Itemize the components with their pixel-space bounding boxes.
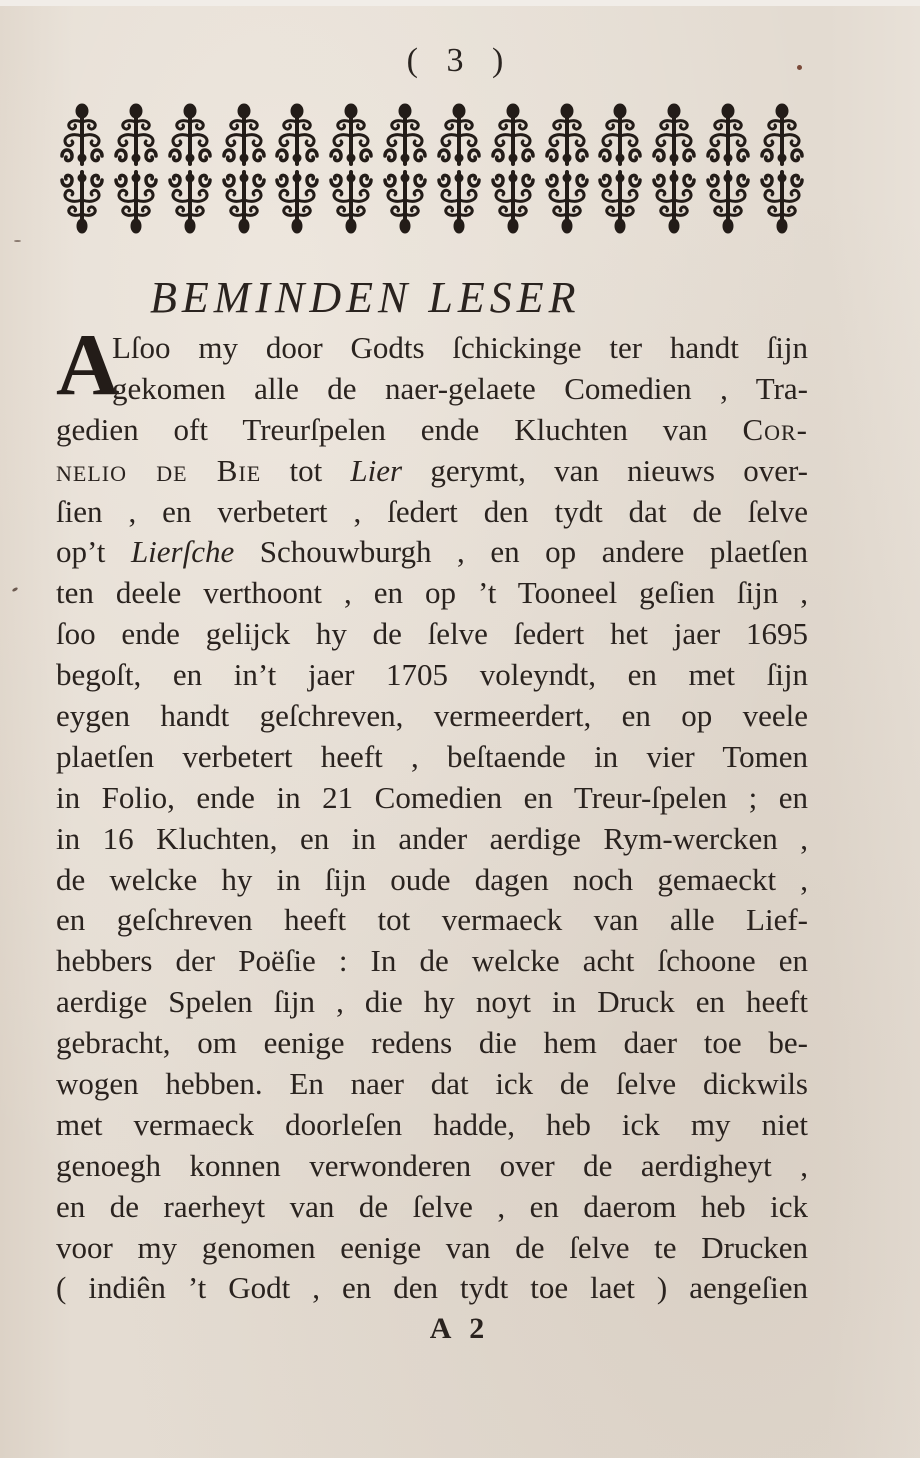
text-line [56, 860, 808, 901]
text-line [56, 614, 808, 655]
text-line [56, 1105, 808, 1146]
text-line [56, 982, 808, 1023]
text-line [56, 369, 808, 410]
text-run: gekomen alle de naer-gelaete Comedien , Tra- [112, 370, 808, 406]
text-line [56, 1268, 808, 1309]
drop-cap: A [56, 317, 120, 414]
fleuron-icon [650, 102, 698, 234]
text-run: hebbers der Poëſie : In de welcke acht ſchoone en [56, 943, 808, 979]
text-run: gerymt, van nieuws over- [402, 452, 808, 488]
text-line [56, 573, 808, 614]
text-run: ten deele verthoont , en op ’t Tooneel geſien ſijn , [56, 575, 808, 611]
text-line [56, 696, 808, 737]
text-line [56, 941, 808, 982]
text-run: ſoo ende gelijck hy de ſelve ſedert het jaer 1695 [56, 616, 808, 652]
text-line [56, 492, 808, 533]
text-run: op’t [56, 534, 131, 570]
fleuron-icon [596, 102, 644, 234]
ink-speck [12, 587, 19, 593]
signature-mark: A 2 [429, 1312, 491, 1345]
ornament-band [58, 102, 806, 234]
text-run: ( indiên ’t Godt , en den tydt toe laet ) aengeſien [56, 1270, 808, 1306]
text-run: in Folio, ende in 21 Comedien en Treur-ſpelen ; en [56, 779, 808, 815]
ink-speck [14, 240, 21, 242]
text-line [56, 737, 808, 778]
text-line [56, 1187, 808, 1228]
fleuron-icon [381, 102, 429, 234]
fleuron-icon [166, 102, 214, 234]
page-top-edge [0, 0, 920, 6]
text-run: en geſchreven heeft tot vermaeck van alle Lief- [56, 902, 808, 938]
text-line [56, 655, 808, 696]
page-heading: BEMINDEN LESER [150, 273, 581, 322]
ink-speck [797, 65, 802, 70]
text-run: aerdige Spelen ſijn , die hy noyt in Druck en heeft [56, 984, 808, 1020]
text-line [56, 1064, 808, 1105]
text-line [56, 1146, 808, 1187]
body-text [56, 317, 808, 1309]
fleuron-icon [58, 102, 106, 234]
text-run: met vermaeck doorleſen hadde, heb ick my niet [56, 1106, 808, 1142]
text-line [56, 451, 808, 492]
text-run: tot [261, 452, 351, 488]
text-run: de welcke hy in ſijn oude dagen noch gemaeckt , [56, 861, 808, 897]
text-run: voor my genomen eenige van de ſelve te Drucken [56, 1229, 808, 1265]
text-run: Lier [350, 452, 403, 488]
text-run: nelio de Bie [56, 452, 262, 488]
text-run: wogen hebben. En naer dat ick de ſelve dickwils [56, 1066, 808, 1102]
text-run: Lierſche [130, 534, 235, 570]
text-line [56, 410, 808, 451]
fleuron-icon [758, 102, 806, 234]
fleuron-icon [327, 102, 375, 234]
text-run: in 16 Kluchten, en in ander aerdige Rym-wercken , [56, 820, 808, 856]
text-run: Schouwburgh , en op andere plaetſen [234, 534, 808, 570]
text-run: ſien , en verbetert , ſedert den tydt dat de ſelve [56, 493, 808, 529]
text-run: begoſt, en in’t jaer 1705 voleyndt, en met ſijn [56, 657, 808, 693]
fleuron-icon [112, 102, 160, 234]
text-run: Cor- [742, 411, 808, 447]
text-line [56, 328, 808, 369]
text-line [56, 1228, 808, 1269]
fleuron-icon [704, 102, 752, 234]
text-line [56, 1023, 808, 1064]
fleuron-icon [435, 102, 483, 234]
text-line [56, 778, 808, 819]
text-line [56, 900, 808, 941]
text-run: plaetſen verbetert heeft , beſtaende in vier Tomen [56, 738, 808, 774]
text-run: gebracht, om eenige redens die hem daer toe be- [56, 1025, 808, 1061]
text-run: en de raerheyt van de ſelve , en daerom heb ick [56, 1188, 808, 1224]
text-run: Lſoo my door Godts ſchickinge ter handt ſijn [112, 330, 808, 365]
fleuron-icon [489, 102, 537, 234]
fleuron-icon [543, 102, 591, 234]
text-line [56, 532, 808, 573]
page-number: ( 3 ) [406, 42, 514, 79]
fleuron-icon [220, 102, 268, 234]
text-line [56, 819, 808, 860]
fleuron-icon [273, 102, 321, 234]
text-run: genoegh konnen verwonderen over de aerdigheyt , [56, 1147, 808, 1183]
text-run: eygen handt geſchreven, vermeerdert, en op veele [56, 698, 808, 734]
text-run: gedien oft Treurſpelen ende Kluchten van [56, 411, 743, 447]
